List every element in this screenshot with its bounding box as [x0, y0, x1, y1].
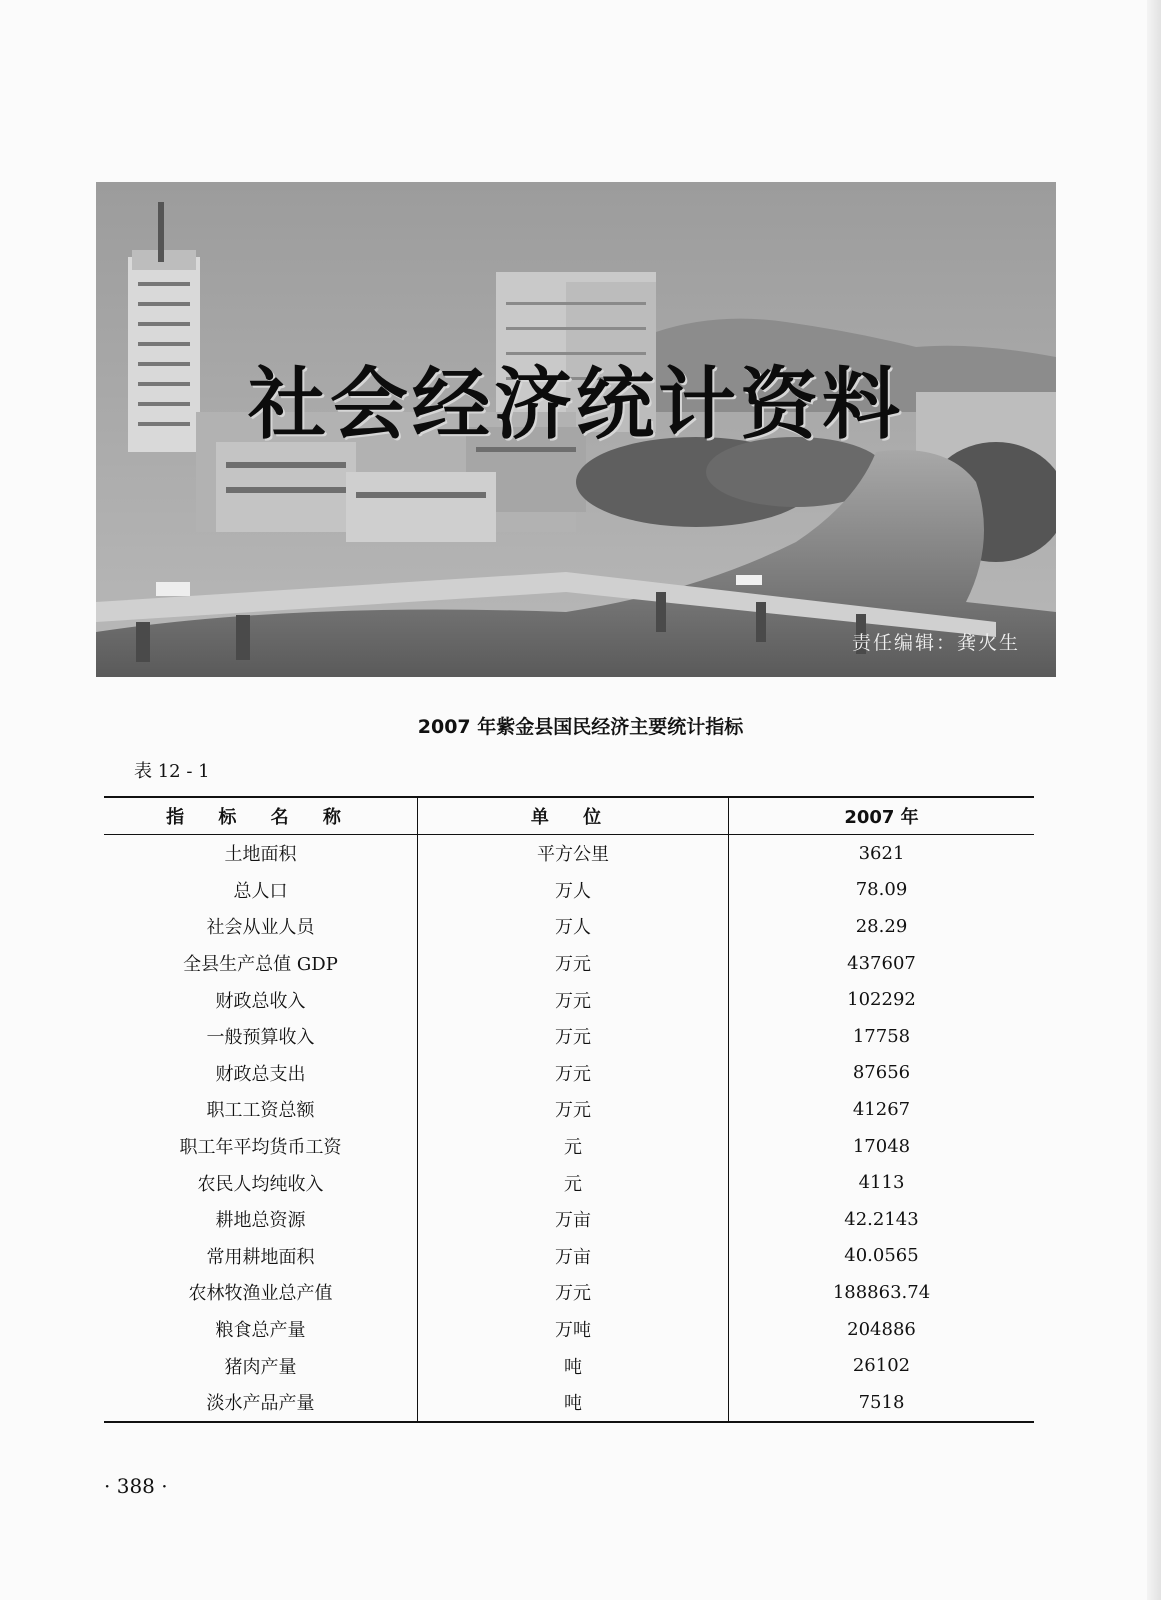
- indicator-value: 42.2143: [844, 1208, 919, 1230]
- table-row: [104, 1311, 1034, 1348]
- header-photo: [96, 182, 1056, 677]
- indicator-value: 17758: [852, 1025, 911, 1047]
- indicator-unit: 元: [418, 1164, 729, 1201]
- page-edge-shadow: [1147, 0, 1161, 1600]
- photo-credit: 责任编辑：龚火生: [851, 632, 1020, 654]
- indicator-name: 一般预算收入: [206, 1027, 315, 1049]
- table-row: [104, 1164, 1034, 1201]
- table-row: [104, 1055, 1034, 1092]
- table-row: [104, 1238, 1034, 1275]
- indicator-unit: 万人: [418, 872, 729, 909]
- indicator-unit: 万元: [418, 945, 729, 982]
- header-indicator-name: 指 标 名 称: [104, 797, 418, 835]
- table-row: [104, 908, 1034, 945]
- indicator-name: 淡水产品产量: [104, 1384, 418, 1422]
- indicator-unit: 元: [418, 1128, 729, 1165]
- indicator-name: 财政总支出: [215, 1063, 306, 1085]
- indicator-name: 常用耕地面积: [206, 1246, 315, 1268]
- table-row: [104, 1201, 1034, 1238]
- indicator-name: 社会从业人员: [206, 917, 315, 939]
- indicator-value: 26102: [852, 1355, 911, 1377]
- indicator-value: 40.0565: [844, 1245, 919, 1267]
- indicator-value: 7518: [729, 1384, 1035, 1422]
- table-header-row: [104, 797, 1034, 835]
- indicator-name: 粮食总产量: [215, 1320, 306, 1342]
- indicator-name: 农林牧渔业总产值: [188, 1283, 333, 1305]
- indicator-unit: 万元: [418, 981, 729, 1018]
- indicator-value: 41267: [852, 1098, 911, 1120]
- header-unit: 单 位: [418, 797, 729, 835]
- statistics-table: [104, 796, 1034, 1423]
- table-row: [104, 1384, 1034, 1422]
- indicator-unit: 万亩: [418, 1238, 729, 1275]
- table-row: [104, 945, 1034, 982]
- table-row: [104, 1018, 1034, 1055]
- indicator-name: 全县生产总值 GDP: [183, 954, 338, 976]
- indicator-name: 猪肉产量: [224, 1356, 297, 1378]
- indicator-value: 78.09: [855, 879, 908, 901]
- table-row: [104, 1347, 1034, 1384]
- indicator-name: 财政总收入: [215, 990, 306, 1012]
- table-row: [104, 1128, 1034, 1165]
- table-row: [104, 1274, 1034, 1311]
- page-number: · 388 ·: [104, 1474, 168, 1498]
- table-row: [104, 872, 1034, 909]
- indicator-value: 4113: [858, 1172, 905, 1194]
- indicator-unit: 万元: [418, 1091, 729, 1128]
- photo-title: 社会经济统计资料: [247, 360, 904, 450]
- indicator-value: 87656: [852, 1062, 911, 1084]
- table-row: [104, 835, 1034, 872]
- indicator-unit: 平方公里: [418, 835, 729, 872]
- indicator-unit: 万吨: [418, 1311, 729, 1348]
- indicator-unit: 万亩: [418, 1201, 729, 1238]
- indicator-value: 437607: [847, 952, 916, 974]
- indicator-name: 职工工资总额: [206, 1100, 315, 1122]
- indicator-value: 188863.74: [832, 1281, 931, 1303]
- indicator-unit: 吨: [418, 1384, 729, 1422]
- indicator-value: 102292: [847, 989, 916, 1011]
- indicator-value: 3621: [858, 842, 905, 864]
- header-year: 2007 年: [729, 797, 1035, 835]
- indicator-unit: 万元: [418, 1018, 729, 1055]
- indicator-value: 28.29: [855, 915, 908, 937]
- table-title: 2007 年紫金县国民经济主要统计指标: [417, 716, 744, 738]
- indicator-unit: 吨: [418, 1347, 729, 1384]
- indicator-name: 农民人均纯收入: [197, 1173, 324, 1195]
- table-row: [104, 981, 1034, 1018]
- table-row: [104, 1091, 1034, 1128]
- table-label: 表 12 - 1: [134, 761, 210, 782]
- indicator-unit: 万元: [418, 1055, 729, 1092]
- indicator-name: 土地面积: [224, 844, 297, 866]
- indicator-value: 204886: [847, 1318, 916, 1340]
- indicator-unit: 万人: [418, 908, 729, 945]
- indicator-name: 职工年平均货币工资: [179, 1137, 342, 1159]
- indicator-name: 耕地总资源: [215, 1210, 306, 1232]
- indicator-unit: 万元: [418, 1274, 729, 1311]
- indicator-value: 17048: [852, 1135, 911, 1157]
- indicator-name: 总人口: [233, 880, 288, 902]
